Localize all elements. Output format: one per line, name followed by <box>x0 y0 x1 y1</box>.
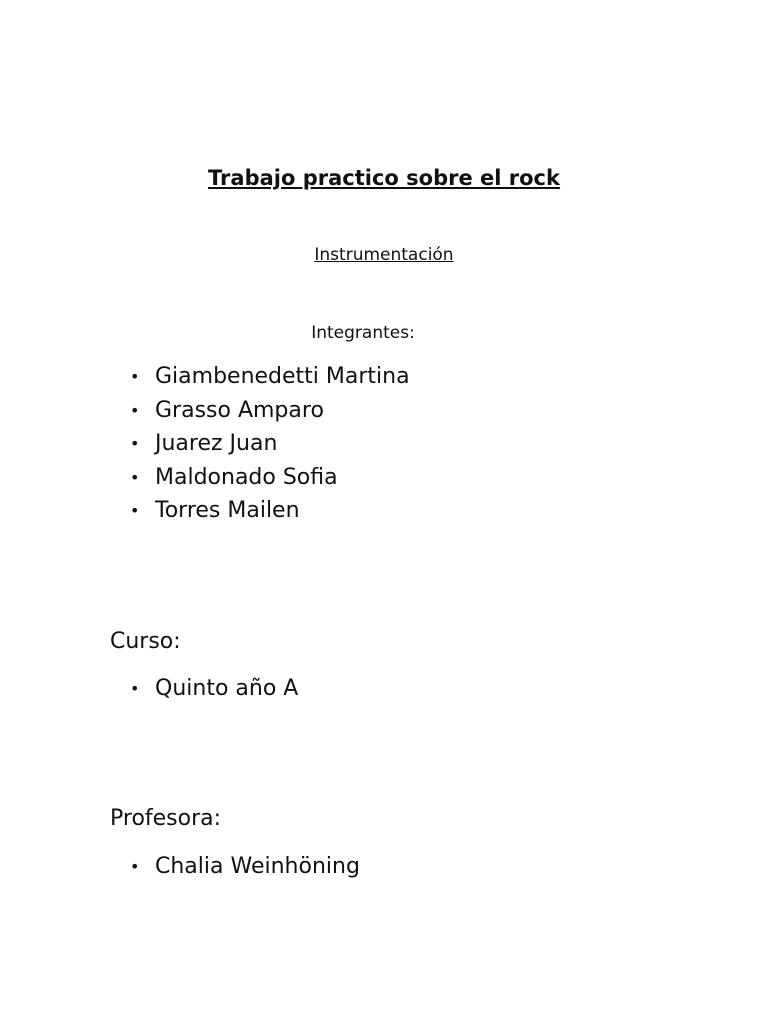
member-name: Torres Mailen <box>155 498 300 524</box>
list-item <box>130 850 360 884</box>
bullet-icon: • <box>130 434 140 454</box>
bullet-icon: • <box>130 501 140 521</box>
list-item <box>130 672 298 706</box>
member-name: Grasso Amparo <box>155 397 324 423</box>
profesora-value: Chalia Weinhöning <box>155 854 360 879</box>
member-name: Juarez Juan <box>155 431 278 457</box>
list-item <box>130 360 410 394</box>
member-name: Maldonado Sofia <box>155 464 338 490</box>
member-name: Giambenedetti Martina <box>155 364 410 389</box>
bullet-icon: • <box>130 400 140 420</box>
bullet-icon: • <box>130 857 140 876</box>
curso-value: Quinto año A <box>155 676 299 701</box>
list-item <box>130 394 410 428</box>
curso-label: Curso: <box>110 629 181 654</box>
list-item <box>130 494 410 528</box>
document-title: Trabajo practico sobre el rock <box>208 166 560 190</box>
list-item <box>130 427 410 461</box>
document-subtitle: Instrumentación <box>314 245 454 265</box>
bullet-icon: • <box>130 467 140 487</box>
members-list <box>130 360 410 528</box>
profesora-list <box>130 850 360 884</box>
profesora-label: Profesora: <box>110 806 222 831</box>
bullet-icon: • <box>130 679 140 698</box>
bullet-icon: • <box>130 367 140 386</box>
list-item <box>130 461 410 495</box>
members-label: Integrantes: <box>311 323 415 343</box>
curso-list <box>130 672 298 706</box>
